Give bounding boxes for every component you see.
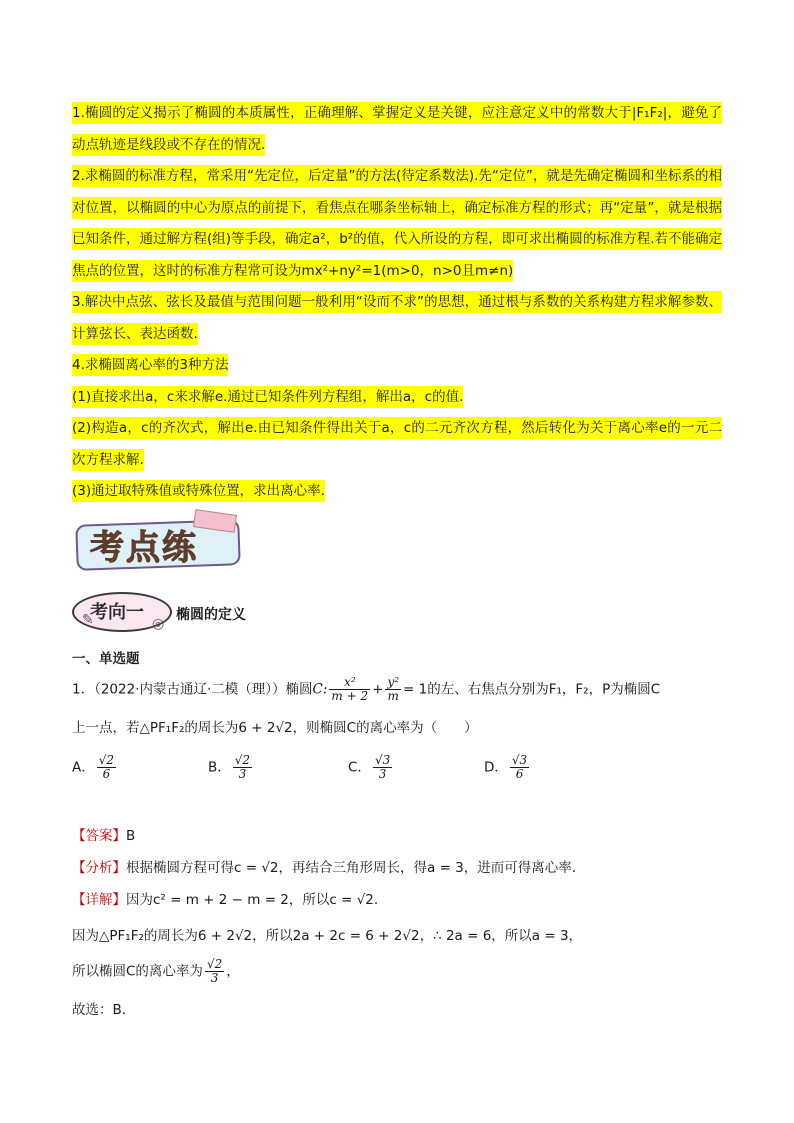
solution-line-e: 所以椭圆C的离心率为 $\frac{√2}{3}$ ， bbox=[72, 957, 240, 985]
question-line-2: 上一点，若△PF₁F₂的周长为6 + 2√2，则椭圆C的离心率为（ ） bbox=[72, 720, 478, 736]
option-d: D． $\frac{√3}{6}$ bbox=[484, 753, 528, 781]
solution-line-a: 因为△PF₁F₂的周长为6 + 2√2，所以2a + 2c = 6 + 2√2，∴ 2a = 6，所以a = 3， bbox=[72, 928, 583, 944]
topic-header bbox=[72, 592, 472, 636]
section-badge bbox=[76, 512, 238, 568]
tip-5: (1)直接求出a，c来求解e.通过已知条件列方程组，解出a，c的值. bbox=[72, 382, 722, 414]
tips-block bbox=[72, 98, 722, 508]
tip-4: 4.求椭圆离心率的3种方法 bbox=[72, 350, 722, 382]
analysis-line: 【分析】根据椭圆方程可得c = √2，再结合三角形周长，得a = 3，进而可得离心率. bbox=[72, 860, 577, 876]
tip-3: 3.解决中点弦、弦长及最值与范围问题一般利用“设而不求”的思想，通过根与系数的关系构建方程求解参数、计算弦长、表达函数. bbox=[72, 287, 722, 350]
tip-7: (3)通过取特殊值或特殊位置，求出离心率. bbox=[72, 476, 722, 508]
option-b: B． $\frac{√2}{3}$ bbox=[208, 753, 251, 781]
topic-label: 考向一 bbox=[90, 602, 144, 623]
option-c: C． $\frac{√3}{3}$ bbox=[348, 753, 391, 781]
tip-6: (2)构造a，c的齐次式，解出e.由已知条件得出关于a，c的二元齐次方程，然后转化为关于离心率e的一元二次方程求解. bbox=[72, 413, 722, 476]
tip-2: 2.求椭圆的标准方程，常采用“先定位，后定量”的方法(待定系数法).先“定位”，就是先确定椭圆和坐标系的相对位置，以椭圆的中心为原点的前提下，看焦点在哪条坐标轴上，确定标准方程的形式；再“定量”，就是根据已知条件，通过解方程(组)等手段，确定a²，b²的值，代入所设的方程，即可求出椭圆的标准方程.若不能确定焦点的位置，这时的标准方程常可设为mx²+ny²=1(m>0，n>0且m≠n) bbox=[72, 161, 722, 287]
tip-1: 1.椭圆的定义揭示了椭圆的本质属性，正确理解、掌握定义是关键，应注意定义中的常数大于|F₁F₂|，避免了动点轨迹是线段或不存在的情况. bbox=[72, 98, 722, 161]
frac-x: $\frac{\text{x²}}{m + 2}$ bbox=[331, 675, 369, 703]
detail-line: 【详解】因为c² = m + 2 − m = 2，所以c = √2. bbox=[72, 892, 379, 908]
option-a: A． $\frac{√2}{6}$ bbox=[72, 753, 115, 781]
pencil-icon: ✎ bbox=[82, 612, 94, 628]
question-line-1: 1．（2022·内蒙古通辽·二模（理））椭圆C: $\frac{\text{x²}}{m + 2}$ + $\frac{\text{y²}}{m}$ = 1的左、右焦点分别为F₁，F₂，P为椭圆C bbox=[72, 675, 661, 703]
answer-line: 【答案】B bbox=[72, 828, 136, 844]
choose-line: 故选：B. bbox=[72, 1002, 127, 1018]
eraser-icon: ◎ bbox=[152, 616, 165, 632]
badge-title: 考点练 bbox=[90, 528, 198, 568]
frac-y: $\frac{\text{y²}}{m}$ bbox=[387, 675, 400, 703]
topic-title: 椭圆的定义 bbox=[176, 607, 246, 623]
section-title: 一、单选题 bbox=[72, 651, 140, 667]
